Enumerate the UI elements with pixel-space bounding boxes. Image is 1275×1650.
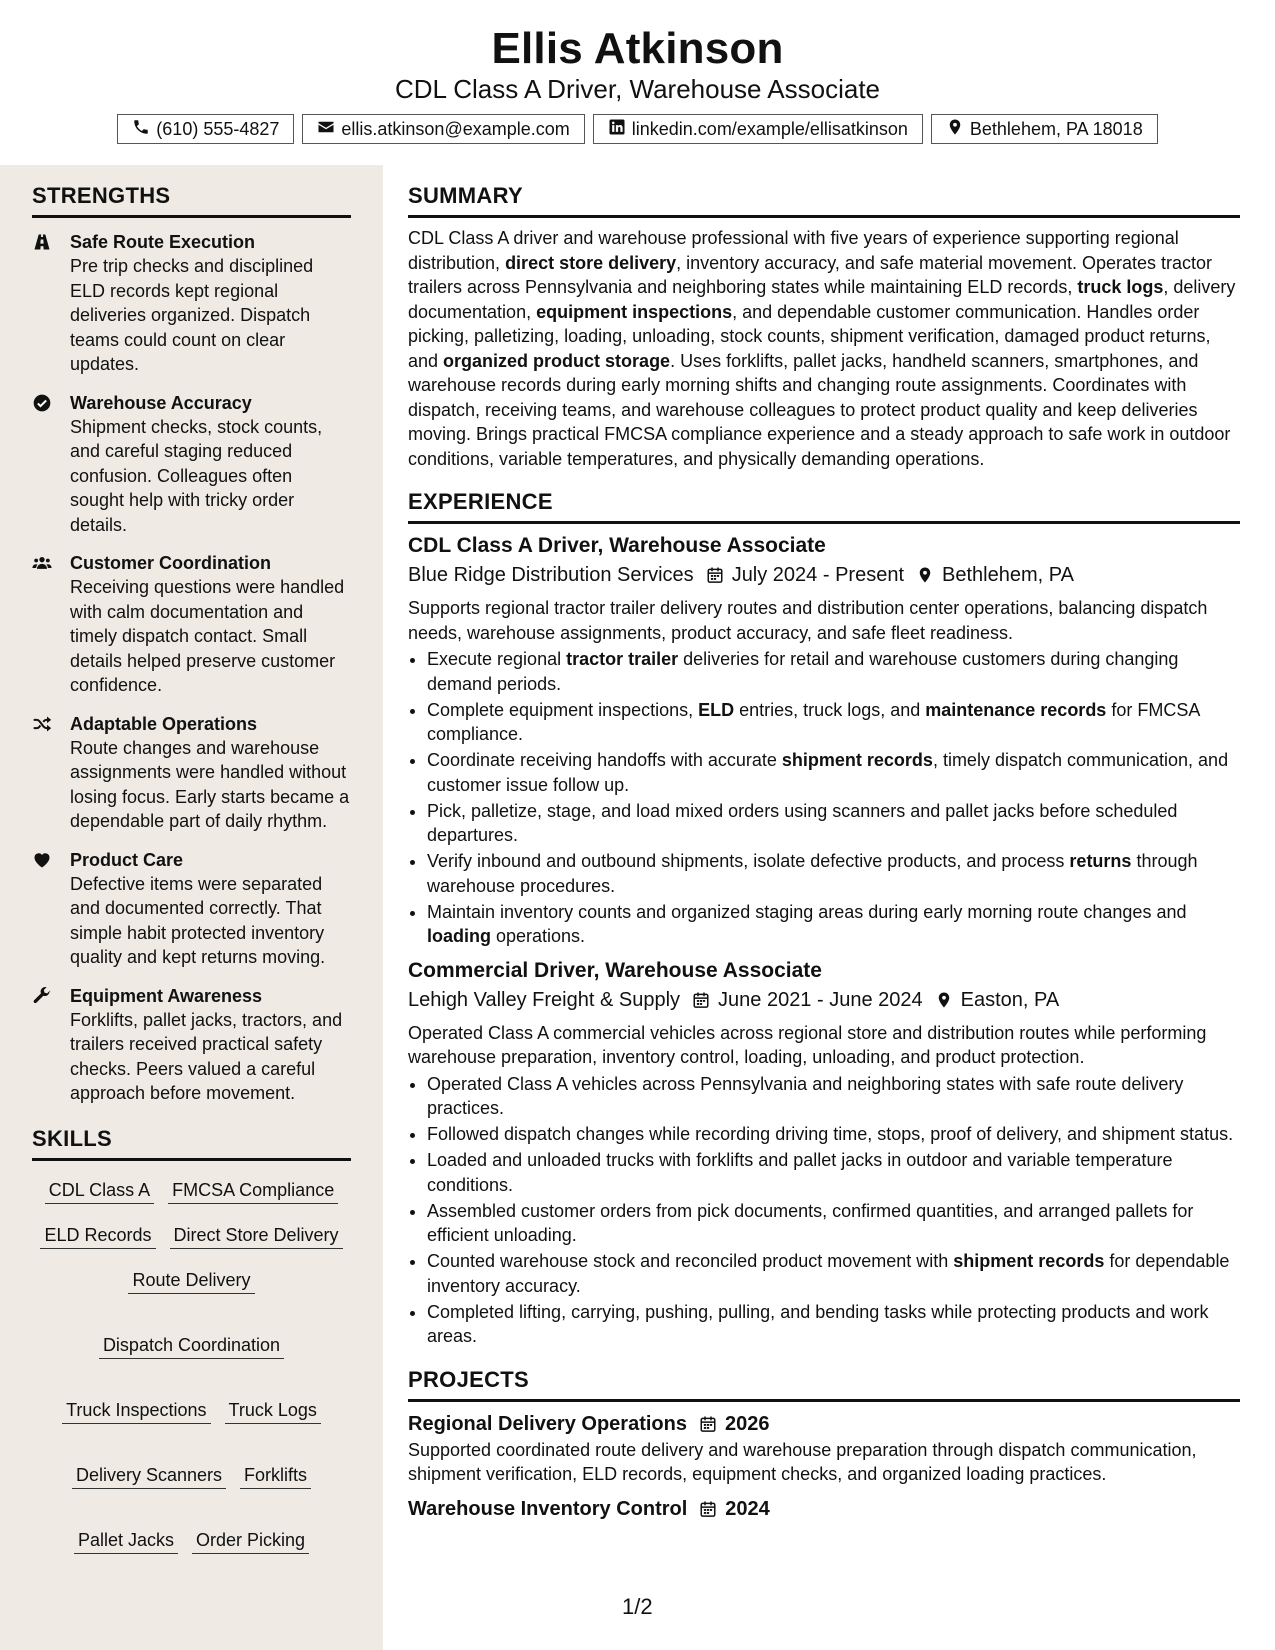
skills-list	[32, 1173, 351, 1554]
skills-heading: SKILLS	[32, 1126, 351, 1161]
calendar-icon	[692, 991, 710, 1009]
job-entry	[408, 957, 1240, 1349]
skill-tag: Route Delivery	[128, 1269, 254, 1294]
job-company: Blue Ridge Distribution Services	[408, 564, 694, 586]
project-year: 2024	[725, 1497, 770, 1520]
strength-item	[32, 551, 351, 698]
linkedin-icon	[608, 118, 626, 141]
job-bullets	[408, 647, 1240, 949]
skill-tag: Order Picking	[192, 1529, 309, 1554]
strength-title: Equipment Awareness	[70, 985, 263, 1006]
map-pin-icon	[935, 991, 953, 1009]
job-bullet: • Followed dispatch changes while recording driving time, stops, proof of delivery, and shipment status.	[427, 1122, 1240, 1147]
calendar-icon	[699, 1415, 717, 1433]
summary-heading: SUMMARY	[408, 183, 1240, 218]
job-bullets	[408, 1072, 1240, 1349]
job-title: CDL Class A Driver, Warehouse Associate	[408, 534, 826, 557]
candidate-headline: CDL Class A Driver, Warehouse Associate	[394, 74, 881, 104]
contact-phone-text: (610) 555-4827	[156, 118, 280, 139]
experience-heading: EXPERIENCE	[408, 489, 1240, 524]
job-meta	[408, 560, 1240, 590]
contact-linkedin-text: linkedin.com/example/ellisatkinson	[631, 118, 908, 139]
envelope-icon	[317, 118, 335, 141]
skill-tag: Truck Inspections	[62, 1399, 210, 1424]
project-description: Supported coordinated route delivery and warehouse preparation through dispatch communication, shipment verification, ELD records, equipment checks, and organized loading practices.	[408, 1439, 1197, 1484]
skill-tag: Pallet Jacks	[74, 1529, 178, 1554]
job-bullet: • Execute regional tractor trailer deliveries for retail and warehouse customers during changing demand periods.	[427, 647, 1240, 696]
contact-bar	[0, 114, 1275, 144]
job-dates: July 2024 - Present	[731, 564, 905, 586]
heart-icon	[32, 848, 56, 970]
strength-description: Receiving questions were handled with calm documentation and timely dispatch contact. Small details helped preserve customer confidence.	[70, 577, 345, 695]
project-title-row	[408, 1495, 1240, 1523]
summary-text: CDL Class A driver and warehouse professional with five years of experience supporting regional distribution, direct store delivery, inventory accuracy, and safe material movement. Operates tractor trailers across Pennsylvania and neighboring states while maintaining ELD records, truck logs, delivery documentation, equipment inspections, and dependable customer communication. Handles order picking, palletizing, loading, unloading, stock counts, shipment verification, damaged product returns, and organized product storage. Uses forklifts, pallet jacks, handheld scanners, smartphones, and warehouse records during early morning shifts and changing route assignments. Coordinates with dispatch, receiving teams, and warehouse colleagues to protect product quality and keep deliveries moving. Brings practical FMCSA compliance experience and a steady approach to safe work in outdoor conditions, variable temperatures, and physically demanding operations.	[408, 228, 1236, 469]
wrench-icon	[32, 984, 56, 1106]
skill-tag: Truck Logs	[225, 1399, 321, 1424]
skill-tag: Dispatch Coordination	[99, 1334, 284, 1359]
job-meta	[408, 985, 1240, 1015]
candidate-name: Ellis Atkinson	[491, 24, 784, 73]
strength-title: Safe Route Execution	[70, 232, 256, 252]
job-bullet: • Complete equipment inspections, ELD entries, truck logs, and maintenance records for FMCSA compliance.	[427, 698, 1240, 747]
resume-header	[0, 0, 1275, 160]
strength-description: Pre trip checks and disciplined ELD records kept regional deliveries organized. Dispatch teams could count on clear updates.	[70, 256, 314, 374]
job-bullet: • Coordinate receiving handoffs with accurate shipment records, timely dispatch communication, and customer issue follow up.	[427, 748, 1240, 797]
strength-description: Forklifts, pallet jacks, tractors, and trailers received practical safety checks. Peers valued a careful approach before movement.	[70, 1009, 343, 1103]
sidebar	[0, 165, 383, 1650]
contact-location-text: Bethlehem, PA 18018	[969, 118, 1143, 139]
job-intro: Operated Class A commercial vehicles across regional store and distribution routes while performing warehouse preparation, inventory control, loading, unloading, and product protection.	[408, 1022, 1207, 1067]
skill-tag: FMCSA Compliance	[168, 1179, 338, 1204]
strength-title: Adaptable Operations	[70, 713, 258, 734]
strength-item	[32, 848, 351, 970]
phone-icon	[132, 118, 150, 141]
contact-email-text: ellis.atkinson@example.com	[341, 118, 570, 139]
map-pin-icon	[946, 118, 964, 141]
job-bullet: • Pick, palletize, stage, and load mixed orders using scanners and pallet jacks before scheduled departures.	[427, 799, 1240, 848]
strength-description: Defective items were separated and documented correctly. That simple habit protected inventory quality and kept returns moving.	[70, 873, 326, 967]
projects-heading: PROJECTS	[408, 1367, 1240, 1402]
project-year: 2026	[724, 1412, 770, 1435]
calendar-icon	[706, 566, 724, 584]
check-circle-icon	[32, 391, 56, 538]
job-title: Commercial Driver, Warehouse Associate	[408, 958, 822, 982]
job-company: Lehigh Valley Freight & Supply	[408, 988, 681, 1011]
strength-title: Warehouse Accuracy	[70, 392, 252, 413]
main-content	[408, 165, 1240, 1523]
contact-location[interactable]	[931, 114, 1158, 144]
page-indicator: 1/2	[622, 1594, 653, 1619]
project-title-row	[408, 1410, 1240, 1438]
strength-item	[32, 984, 351, 1106]
strength-title: Product Care	[70, 849, 184, 870]
job-bullet: • Completed lifting, carrying, pushing, pulling, and bending tasks while protecting products and work areas.	[427, 1300, 1240, 1349]
road-icon	[32, 230, 56, 377]
job-dates: June 2021 - June 2024	[718, 988, 923, 1011]
project-entry	[408, 1410, 1240, 1487]
job-entry	[408, 532, 1240, 949]
skill-tag: ELD Records	[40, 1224, 155, 1249]
skill-tag: CDL Class A	[45, 1179, 154, 1204]
users-icon	[32, 551, 56, 698]
skill-tag: Forklifts	[240, 1464, 311, 1489]
contact-phone[interactable]	[117, 114, 294, 144]
strength-description: Route changes and warehouse assignments were handled without losing focus. Early starts became a dependable part of daily rhythm.	[70, 737, 350, 831]
calendar-icon	[699, 1500, 717, 1518]
job-location: Bethlehem, PA	[942, 564, 1074, 586]
job-bullet: • Assembled customer orders from pick documents, confirmed quantities, and arranged pallets for efficient unloading.	[427, 1199, 1240, 1248]
strength-item	[32, 230, 351, 377]
project-title: Regional Delivery Operations	[408, 1412, 687, 1435]
job-bullet: • Loaded and unloaded trucks with forklifts and pallet jacks in outdoor and variable temperature conditions.	[427, 1148, 1240, 1197]
map-pin-icon	[916, 566, 934, 584]
strength-title: Customer Coordination	[70, 553, 271, 573]
strength-item	[32, 712, 351, 834]
contact-email[interactable]	[302, 114, 584, 144]
job-bullet: • Operated Class A vehicles across Pennsylvania and neighboring states with safe route delivery practices.	[427, 1072, 1240, 1121]
skill-tag: Delivery Scanners	[72, 1464, 226, 1489]
contact-linkedin[interactable]	[593, 114, 923, 144]
skill-tag: Direct Store Delivery	[170, 1224, 343, 1249]
shuffle-icon	[32, 712, 56, 834]
strengths-heading: STRENGTHS	[32, 183, 351, 218]
job-intro: Supports regional tractor trailer delivery routes and distribution center operations, balancing dispatch needs, warehouse assignments, product accuracy, and safe fleet readiness.	[408, 598, 1208, 643]
job-bullet: • Counted warehouse stock and reconciled product movement with shipment records for dependable inventory accuracy.	[427, 1249, 1240, 1298]
project-entry	[408, 1495, 1240, 1523]
project-title: Warehouse Inventory Control	[408, 1497, 688, 1520]
job-bullet: • Verify inbound and outbound shipments, isolate defective products, and process returns through warehouse procedures.	[427, 849, 1240, 898]
strength-description: Shipment checks, stock counts, and careful staging reduced confusion. Colleagues often sought help with tricky order details.	[70, 416, 323, 535]
strength-item	[32, 391, 351, 538]
job-bullet: • Maintain inventory counts and organized staging areas during early morning route changes and loading operations.	[427, 900, 1240, 949]
job-location: Easton, PA	[960, 988, 1060, 1011]
